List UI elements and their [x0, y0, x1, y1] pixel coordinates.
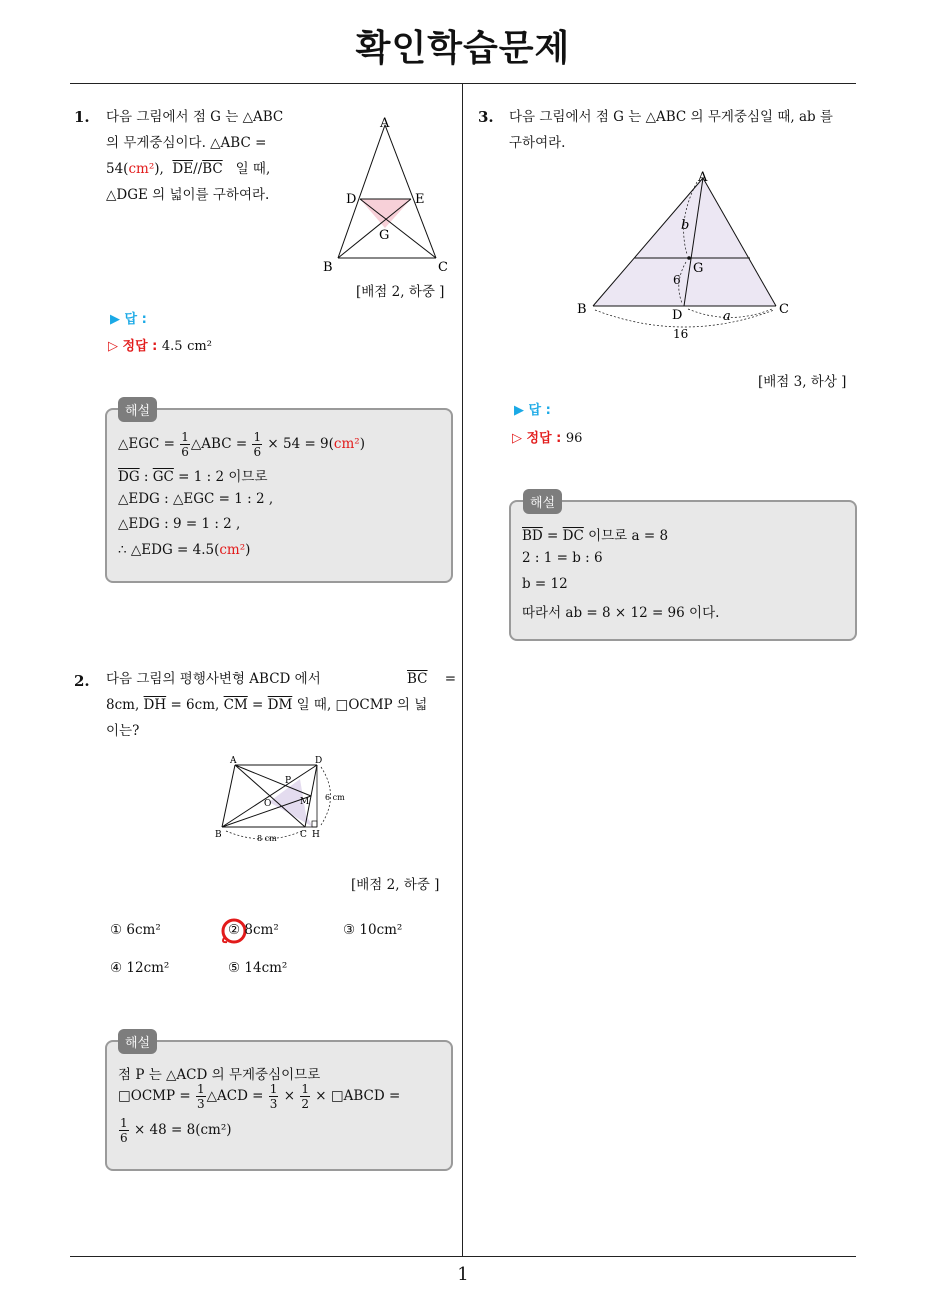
q1-line: 의 무게중심이다. △ABC =: [106, 135, 267, 151]
q3-label-G: G: [693, 261, 704, 276]
q1-correct: ▷ 정답 : 4.5 cm²: [108, 339, 212, 354]
q2-label-P: P: [285, 776, 292, 786]
q3-explain-line: 2 : 1 = b : 6: [522, 550, 603, 566]
q3-label-C: C: [779, 302, 789, 317]
q2-label-H: H: [312, 830, 320, 840]
q2-choice[interactable]: ⑤ 14cm²: [228, 960, 288, 976]
q1-figure: [318, 110, 458, 280]
q3-text: [509, 104, 859, 156]
q3-label-B: B: [577, 302, 587, 317]
q1-text: [106, 104, 304, 208]
q2-label-O: O: [264, 799, 272, 809]
q3-score: [배점 3, 하상 ]: [758, 374, 847, 390]
q2-line: 다음 그림의 평행사변형 ABCD 에서 $\overline{BC}$ =: [106, 671, 456, 687]
footer-rule: [70, 1256, 856, 1257]
q3-label-A: A: [698, 170, 708, 185]
q2-label-D: D: [315, 756, 323, 766]
q1-shaded-triangle: [360, 199, 411, 228]
q1-score: [배점 2, 하중 ]: [356, 284, 445, 300]
q2-label-B: B: [215, 830, 222, 840]
q3-label-sixteen: 16: [673, 327, 689, 341]
q3-label-D: D: [672, 308, 683, 323]
q1-explain-line: $\overline{DG}$ : $\overline{GC} = 1$ : 2 이므로: [118, 469, 268, 485]
q3-shaded-triangle: [593, 178, 776, 306]
q2-label-C: C: [300, 830, 307, 840]
q2-explain-line: $\frac{1}{6}$ × 48 = 8(cm²): [120, 1116, 232, 1145]
q1-explain-line: ∴ △EDG = 4.5(cm²): [118, 542, 251, 558]
q1-line: △DGE 의 넓이를 구하여라.: [106, 187, 270, 203]
q2-line: 이는?: [106, 723, 140, 739]
q1-line: 다음 그림에서 점 G 는 △ABC: [106, 109, 284, 125]
q2-explain-line: 점 P 는 △ACD 의 무게중심이므로: [118, 1067, 321, 1083]
q1-number: 1.: [74, 108, 90, 126]
q3-line: 구하여라.: [509, 135, 566, 151]
q2-choice[interactable]: ② 8cm²: [228, 922, 279, 938]
q3-explain-line: 따라서 ab = 8 × 12 = 96 이다.: [522, 605, 720, 621]
q1-label-D: D: [346, 192, 357, 207]
q2-label-A: A: [230, 756, 237, 766]
q2-choice[interactable]: ④ 12cm²: [110, 960, 170, 976]
q2-score: [배점 2, 하중 ]: [351, 877, 440, 893]
page-title: 확인학습문제: [355, 28, 571, 69]
q3-correct: ▷ 정답 : 96: [512, 431, 583, 446]
q2-label-M: M: [300, 797, 310, 807]
q1-label-A: A: [380, 116, 390, 131]
header-rule: [70, 83, 856, 84]
q1-label-E: E: [415, 192, 425, 207]
q1-line: 54(cm²), $\overline{DE}//\overline{BC}$ 일 때,: [106, 161, 271, 177]
q3-explain-line: b = 12: [522, 576, 568, 592]
q2-number: 2.: [74, 672, 90, 690]
q3-label-six: 6: [673, 273, 681, 287]
q1-explain-line: △EGC = $\frac{1}{6}$ △ABC = $\frac{1}{6}$ × 54 = 9(cm²): [118, 430, 365, 459]
q2-choice[interactable]: ① 6cm²: [110, 922, 161, 938]
q3-explanation-badge: 해설: [523, 489, 562, 514]
q1-label-C: C: [438, 260, 448, 275]
q2-label-len-bc: 8 cm: [257, 834, 277, 843]
q1-explanation-badge: 해설: [118, 397, 157, 422]
page-number: 1: [457, 1264, 469, 1285]
q1-explain-line: △EDG : △EGC = 1 : 2 ,: [118, 491, 274, 507]
q2-explanation-badge: 해설: [118, 1029, 157, 1054]
q2-line: 8cm, $\overline{DH} = 6cm$, $\overline{CM} = \overline{DM}$ 일 때, □OCMP 의 넓: [106, 697, 428, 713]
q1-label-G: G: [379, 228, 390, 243]
q1-label-B: B: [323, 260, 333, 275]
q2-explain-line: □OCMP = $\frac{1}{3}$ △ACD = $\frac{1}{3}$ × $\frac{1}{2}$ × □ABCD =: [118, 1082, 401, 1111]
q3-answer-label: ▶ 답 :: [514, 403, 551, 418]
column-divider: [462, 84, 463, 1256]
q3-label-b: b: [681, 218, 690, 233]
q3-number: 3.: [478, 108, 494, 126]
q2-label-len-dh: 6 cm: [325, 793, 345, 802]
q1-answer-label: ▶ 답 :: [110, 312, 147, 327]
q1-explain-line: △EDG : 9 = 1 : 2 ,: [118, 516, 241, 532]
q3-explain-line: $\overline{BD} = \overline{DC}$ 이므로 a = 8: [522, 528, 669, 544]
q3-label-a: a: [723, 309, 731, 324]
q3-figure: [572, 168, 802, 343]
q2-choice[interactable]: ③ 10cm²: [343, 922, 403, 938]
q3-line: 다음 그림에서 점 G 는 △ABC 의 무게중심일 때, ab 를: [509, 109, 833, 125]
q2-figure: [212, 755, 362, 845]
q2-text: [106, 666, 456, 744]
